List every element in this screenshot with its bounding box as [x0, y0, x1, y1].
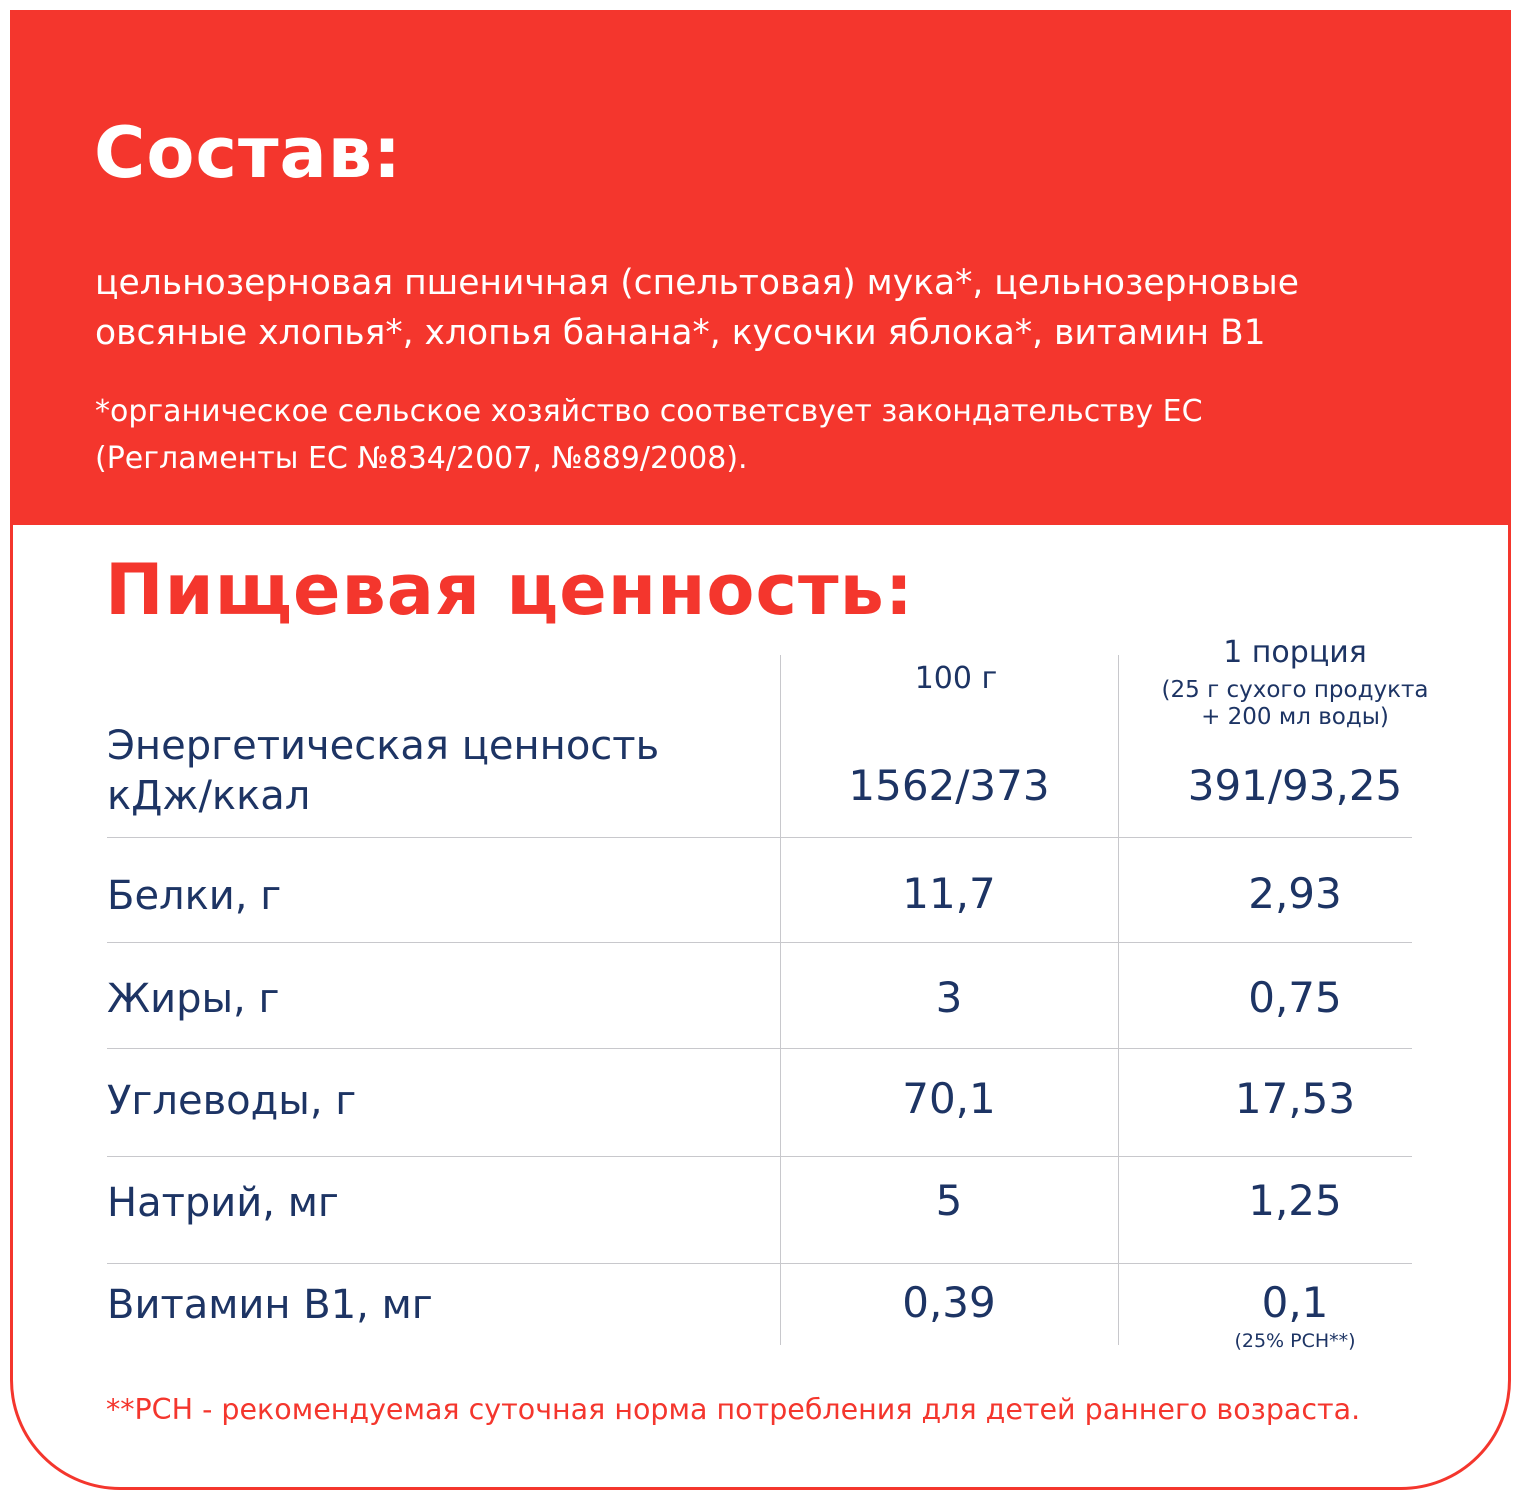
row-label: Жиры, г [107, 976, 280, 1022]
row-value-portion: 0,1 [1261, 1278, 1329, 1327]
row-value-100g: 0,39 [902, 1278, 996, 1327]
row-value-portion: 17,53 [1234, 1074, 1356, 1123]
organic-note: *органическое сельское хозяйство соответсвует закондательству ЕС (Регламенты ЕС №834/2007, №889/2008). [95, 394, 1203, 476]
row-value-portion: 1,25 [1248, 1176, 1342, 1225]
row-divider [107, 1156, 1412, 1157]
row-value-portion: 2,93 [1248, 869, 1342, 918]
row-label: Углеводы, г [107, 1078, 357, 1124]
row-divider [107, 1048, 1412, 1049]
row-value-portion: 391/93,25 [1187, 761, 1403, 810]
row-value-100g: 11,7 [902, 869, 996, 918]
header-portion: 1 порция [1223, 635, 1367, 670]
row-label: Белки, г [107, 873, 282, 919]
ingredients-text: цельнозерновая пшеничная (спельтовая) мука*, цельнозерновые овсяные хлопья*, хлопья банана*, кусочки яблока*, витамин В1 [95, 263, 1299, 353]
row-value-100g: 70,1 [902, 1074, 996, 1123]
row-label: Витамин В1, мг [107, 1282, 433, 1328]
header-portion-detail: (25 г сухого продукта + 200 мл воды) [1161, 677, 1429, 730]
row-value-100g: 5 [935, 1176, 963, 1225]
header-per-100g: 100 г [914, 661, 998, 696]
row-value-100g: 3 [935, 973, 963, 1022]
row-label: Энергетическая ценность кДж/ккал [107, 723, 660, 819]
row-divider [107, 837, 1412, 838]
composition-title: Состав: [94, 112, 403, 194]
row-divider [107, 1263, 1412, 1264]
footnote: **РСН - рекомендуемая суточная норма потребления для детей раннего возраста. [106, 1393, 1361, 1426]
row-value-portion: 0,75 [1248, 973, 1342, 1022]
row-label: Натрий, мг [107, 1180, 339, 1226]
nutrition-title: Пищевая ценность: [105, 549, 914, 631]
row-value-100g: 1562/373 [848, 761, 1050, 810]
row-divider [107, 942, 1412, 943]
rsn-percentage-note: (25% РСН**) [1234, 1330, 1356, 1352]
